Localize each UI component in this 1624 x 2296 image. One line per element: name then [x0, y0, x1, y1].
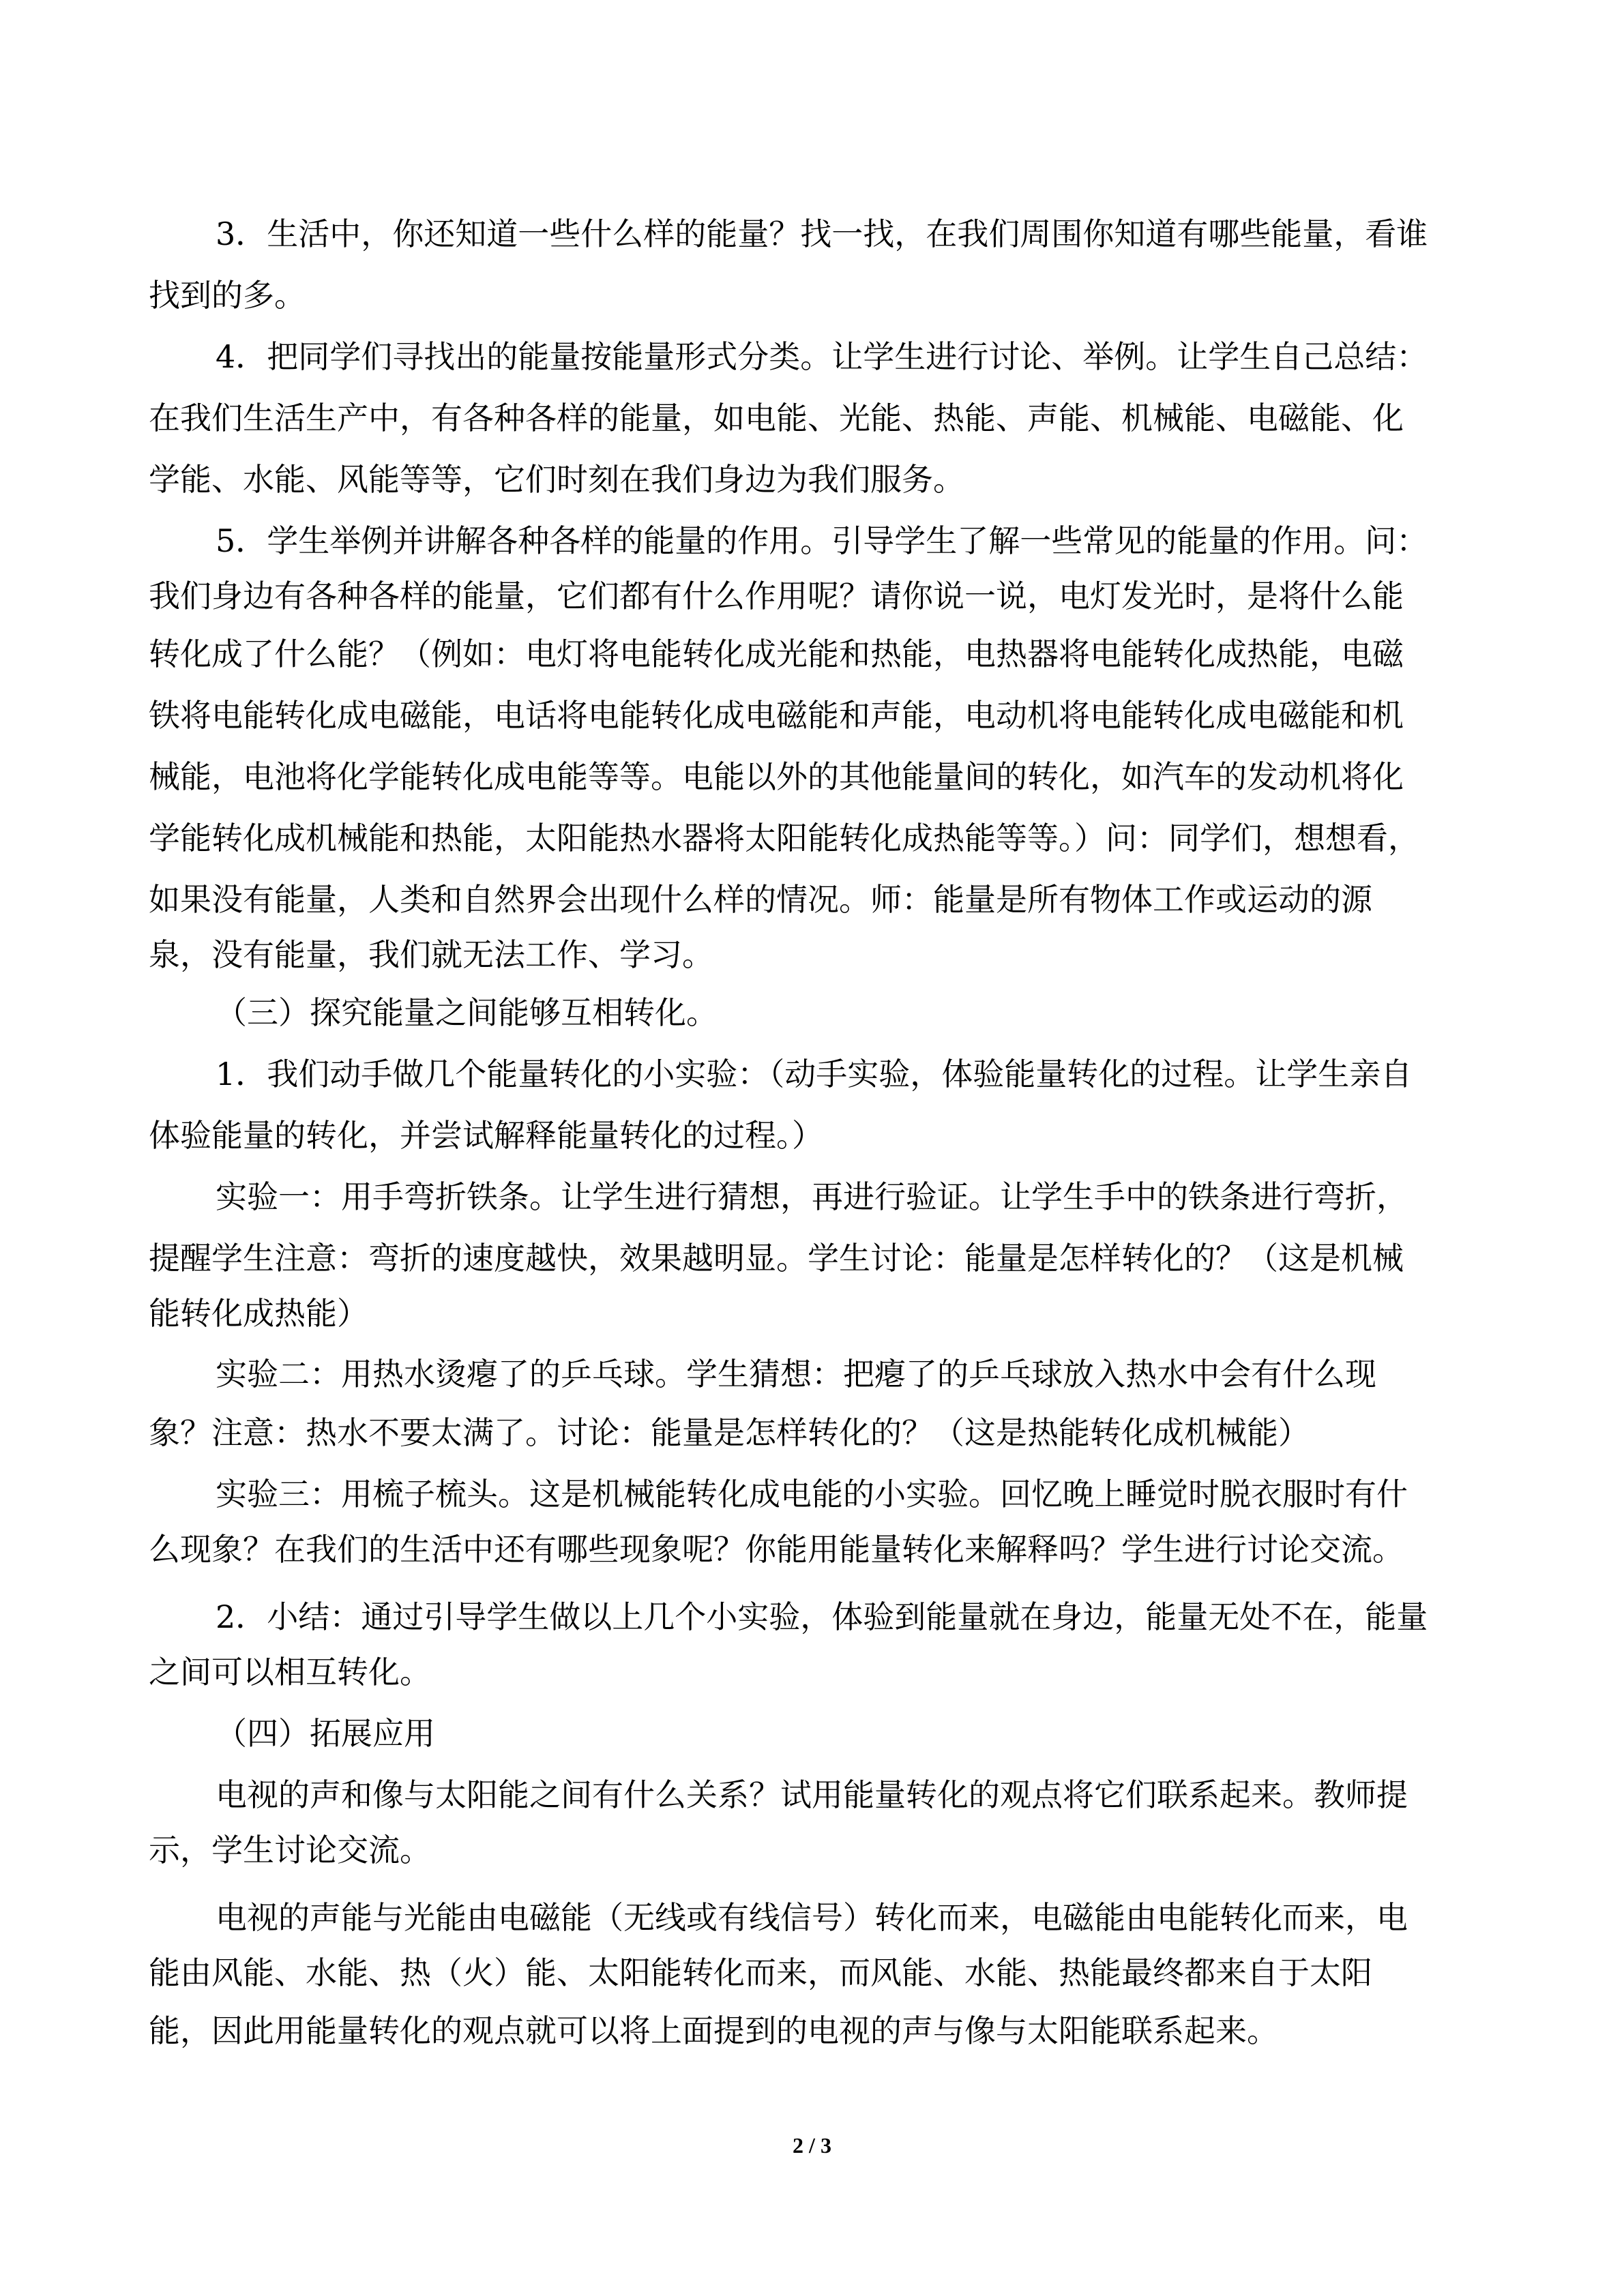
text-line: 1．我们动手做几个能量转化的小实验：（动手实验，体验能量转化的过程。让学生亲自: [216, 1056, 1413, 1092]
section-heading: （四）拓展应用: [216, 1715, 435, 1752]
text-line: 泉，没有能量，我们就无法工作、学习。: [149, 936, 713, 973]
text-line: 械能，电池将化学能转化成电能等等。电能以外的其他能量间的转化，如汽车的发动机将化: [149, 758, 1404, 795]
text-line: 如果没有能量，人类和自然界会出现什么样的情况。师：能量是所有物体工作或运动的源: [149, 881, 1372, 918]
text-line: 象？注意：热水不要太满了。讨论：能量是怎样转化的？（这是热能转化成机械能）: [149, 1414, 1310, 1451]
text-line: 我们身边有各种各样的能量，它们都有什么作用呢？请你说一说，电灯发光时，是将什么能: [149, 578, 1404, 614]
text-line: 能，因此用能量转化的观点就可以将上面提到的电视的声与像与太阳能联系起来。: [149, 2012, 1278, 2049]
text-line: 能由风能、水能、热（火）能、太阳能转化而来，而风能、水能、热能最终都来自于太阳: [149, 1954, 1372, 1991]
text-line: 示，学生讨论交流。: [149, 1832, 431, 1868]
text-line: 找到的多。: [149, 277, 306, 314]
text-line: 实验三：用梳子梳头。这是机械能转化成电能的小实验。回忆晚上睡觉时脱衣服时有什: [216, 1476, 1408, 1512]
text-line: 电视的声能与光能由电磁能（无线或有线信号）转化而来，电磁能由电能转化而来，电: [216, 1899, 1408, 1936]
text-line: 学能、水能、风能等等，它们时刻在我们身边为我们服务。: [149, 461, 964, 498]
text-line: 转化成了什么能？（例如：电灯将电能转化成光能和热能，电热器将电能转化成热能，电磁: [149, 636, 1404, 672]
text-line: 学能转化成机械能和热能，太阳能热水器将太阳能转化成热能等等。）问：同学们，想想看，: [149, 820, 1419, 856]
text-line: 么现象？在我们的生活中还有哪些现象呢？你能用能量转化来解释吗？学生进行讨论交流。: [149, 1531, 1404, 1568]
text-line: 实验一：用手弯折铁条。让学生进行猜想，再进行验证。让学生手中的铁条进行弯折，: [216, 1178, 1408, 1215]
text-line: 5．学生举例并讲解各种各样的能量的作用。引导学生了解一些常见的能量的作用。问：: [216, 522, 1428, 559]
text-line: 4．把同学们寻找出的能量按能量形式分类。让学生进行讨论、举例。让学生自己总结：: [216, 338, 1428, 375]
text-line: 之间可以相互转化。: [149, 1654, 431, 1690]
text-line: 铁将电能转化成电磁能，电话将电能转化成电磁能和声能，电动机将电能转化成电磁能和机: [149, 697, 1404, 734]
section-heading: （三）探究能量之间能够互相转化。: [216, 994, 718, 1031]
text-line: 实验二：用热水烫瘪了的乒乓球。学生猜想：把瘪了的乒乓球放入热水中会有什么现: [216, 1356, 1376, 1392]
text-line: 在我们生活生产中，有各种各样的能量，如电能、光能、热能、声能、机械能、电磁能、化: [149, 400, 1404, 436]
text-line: 2．小结：通过引导学生做以上几个小实验，体验到能量就在身边，能量无处不在，能量: [216, 1598, 1428, 1635]
text-line: 体验能量的转化，并尝试解释能量转化的过程。）: [149, 1117, 823, 1154]
page-number: 2 / 3: [793, 2133, 831, 2158]
text-line: 3．生活中，你还知道一些什么样的能量？找一找，在我们周围你知道有哪些能量，看谁: [216, 215, 1428, 252]
text-line: 电视的声和像与太阳能之间有什么关系？试用能量转化的观点将它们联系起来。教师提: [216, 1776, 1408, 1813]
text-line: 能转化成热能）: [149, 1295, 368, 1332]
text-line: 提醒学生注意：弯折的速度越快，效果越明显。学生讨论：能量是怎样转化的？（这是机械: [149, 1240, 1404, 1277]
